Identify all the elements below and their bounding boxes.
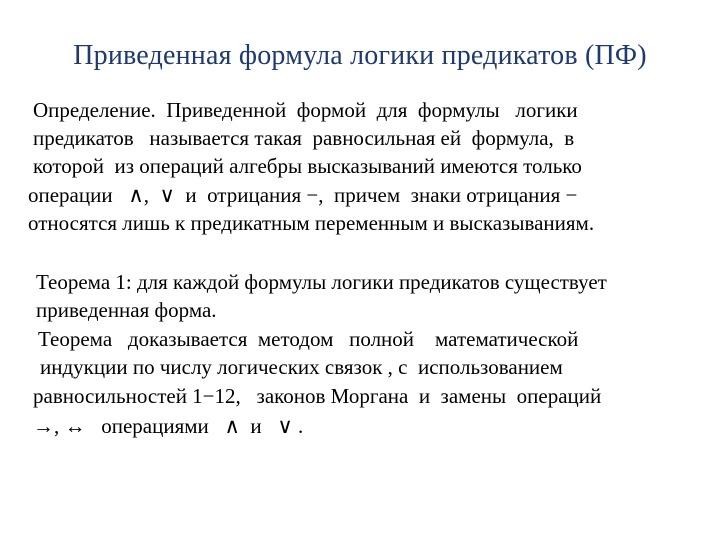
theorem-line: равносильностей 1−12, законов Моргана и замены операций [33,384,602,408]
definition-line: которой из операций алгебры высказываний имеются только [33,154,582,178]
theorem-line: индукции по числу логических связок , с использованием [40,355,563,379]
definition-line: Определение. Приведенной формой для формулы логики [33,98,578,122]
theorem-line: Теорема 1: для каждой формулы логики предикатов существует [36,270,607,294]
definition-line: предикатов называется такая равносильная ей формула, в [33,126,575,150]
theorem-line: приведенная форма. [36,298,217,322]
definition-line: относятся лишь к предикатным переменным и высказываниям. [28,211,595,235]
slide-title: Приведенная формула логики предикатов (ПФ) [73,40,647,71]
theorem-line: Теорема доказывается методом полной математической [38,327,579,351]
definition-line: операции ∧, ∨ и отрицания −, причем знаки отрицания − [28,183,578,207]
theorem-line: →, ↔ операциями ∧ и ∨ . [33,414,304,438]
